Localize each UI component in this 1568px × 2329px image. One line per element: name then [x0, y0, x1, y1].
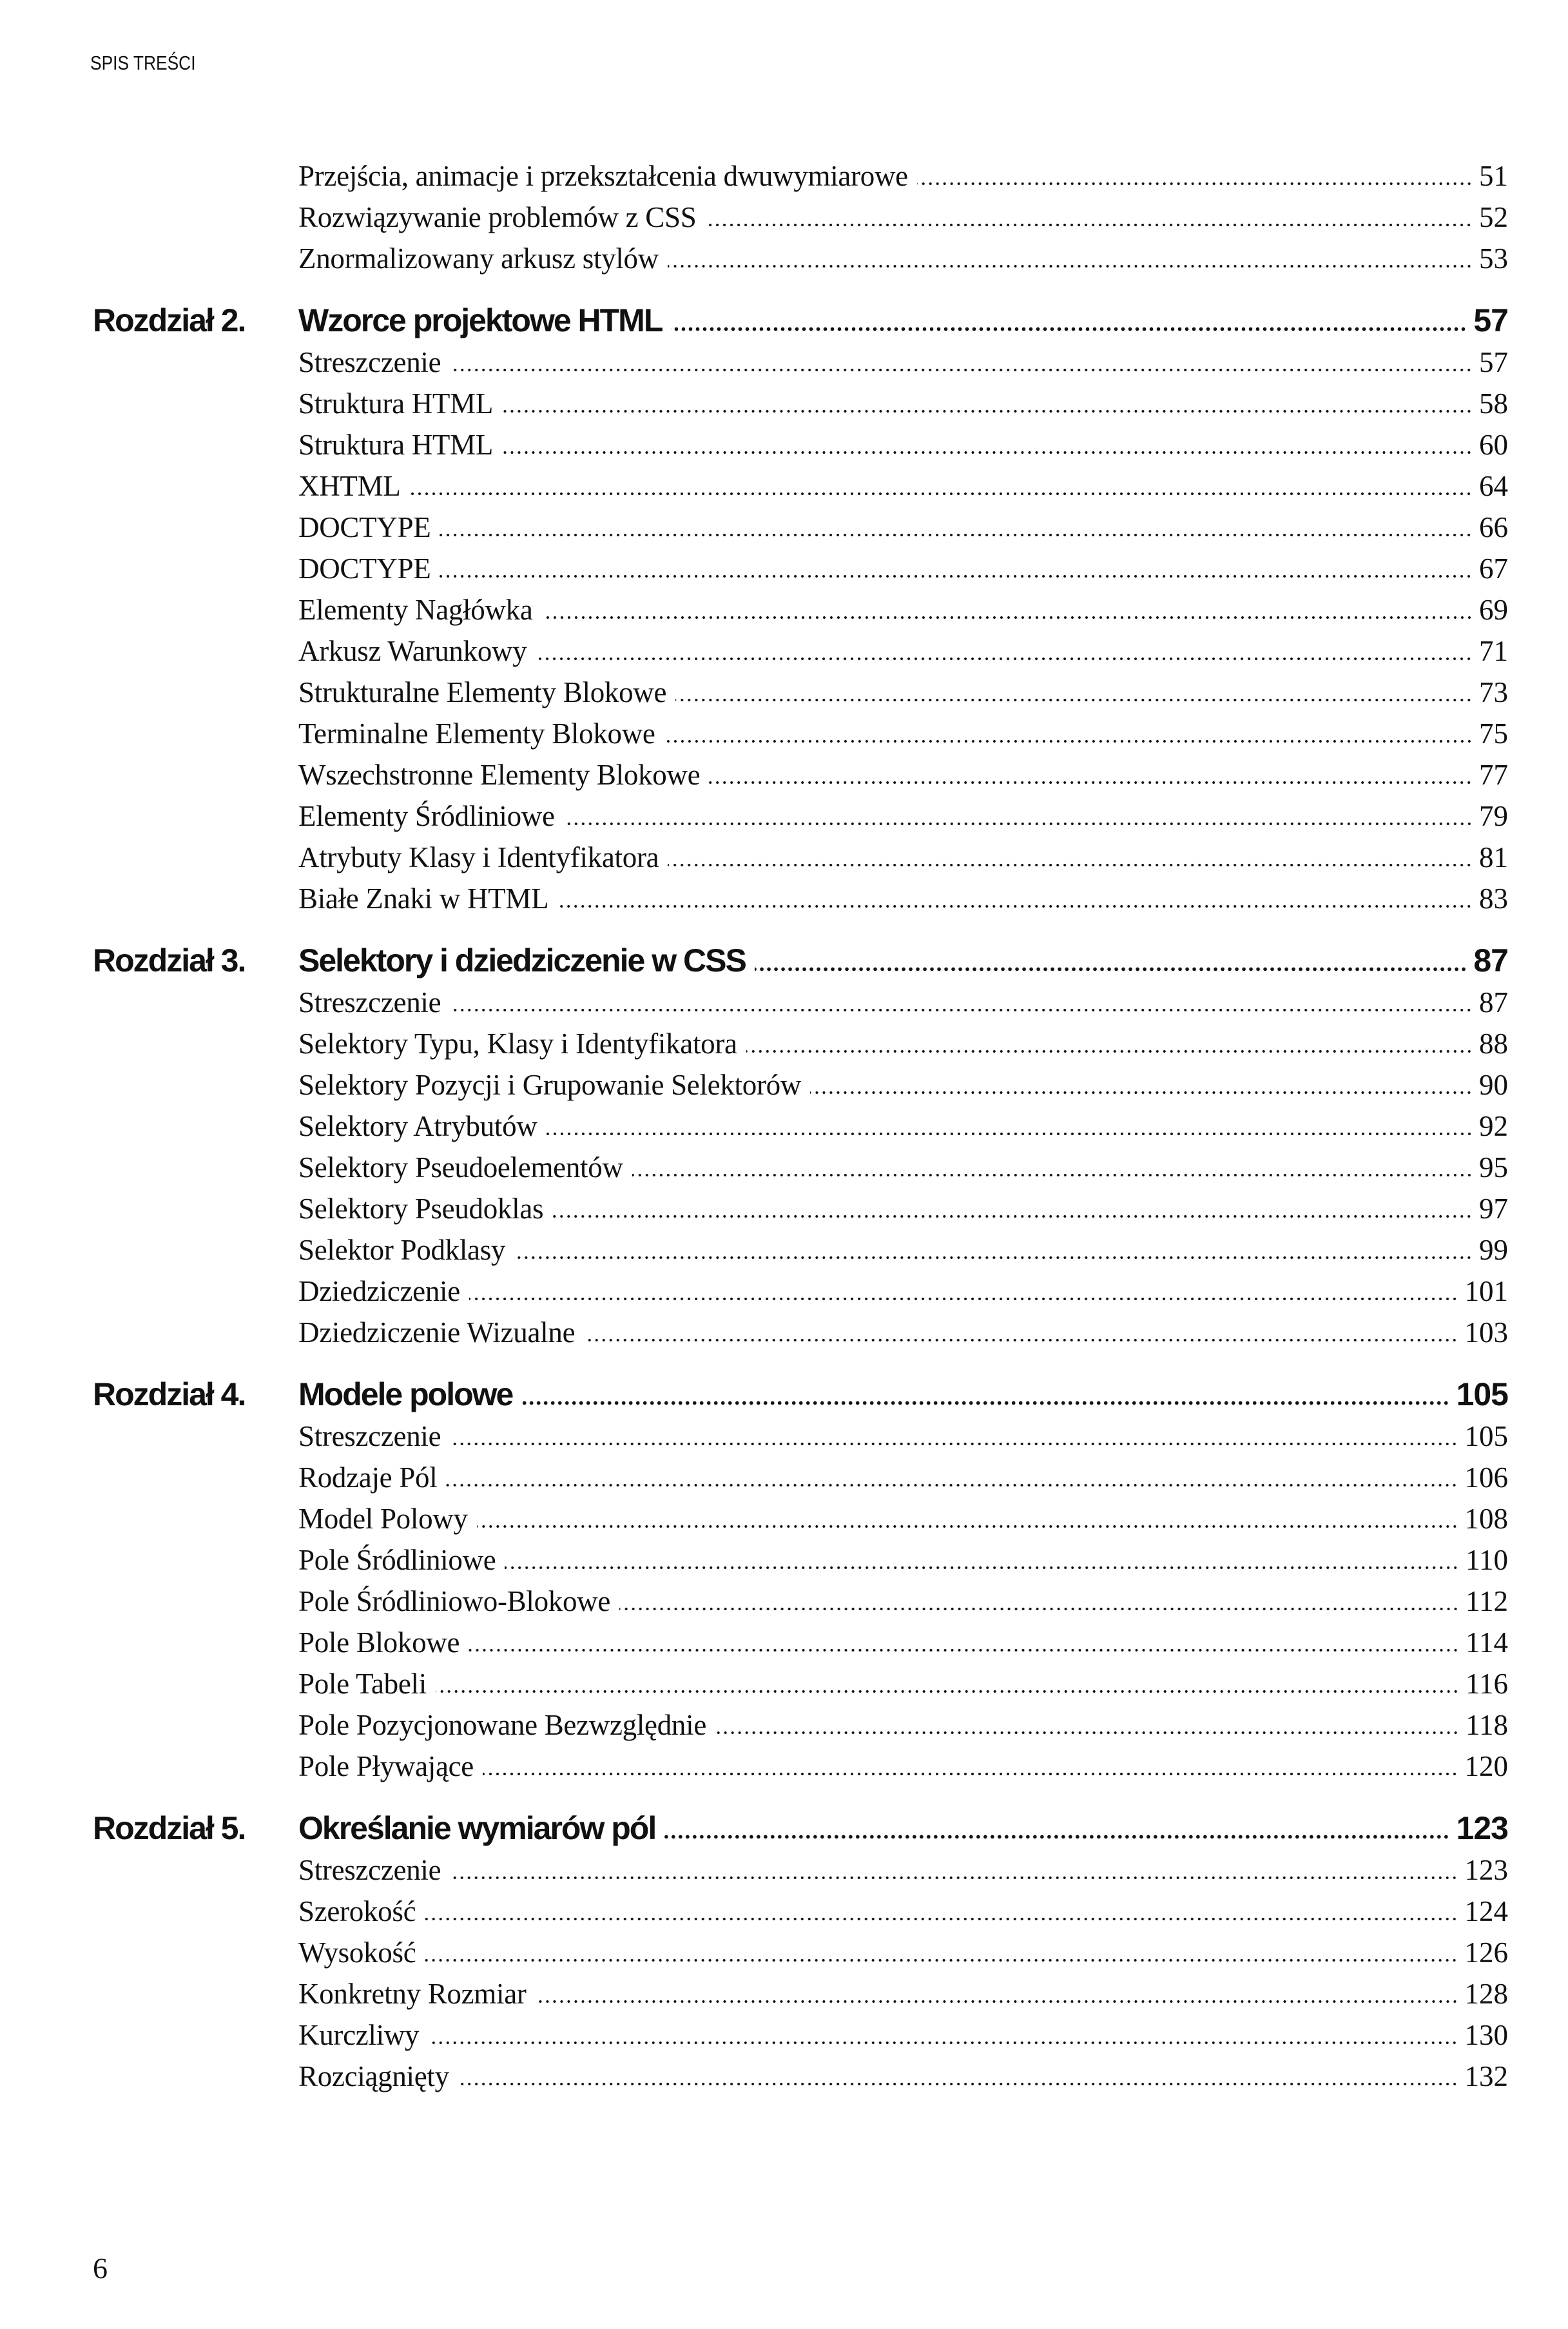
entry-title: Streszczenie	[298, 1854, 441, 1886]
toc-entry[interactable]	[0, 1973, 1568, 2014]
page-ref: 103	[1464, 1316, 1508, 1349]
page-ref: 126	[1464, 1936, 1508, 1969]
toc-entry[interactable]	[0, 342, 1568, 383]
toc-entry-line	[298, 1895, 1508, 1928]
toc-entry[interactable]	[0, 548, 1568, 589]
entry-title: Terminalne Elementy Blokowe	[298, 717, 655, 750]
toc-entry-line	[298, 1708, 1508, 1742]
entry-title: Konkretny Rozmiar	[298, 1978, 527, 2010]
toc-entry[interactable]	[0, 1147, 1568, 1188]
page-ref: 75	[1479, 717, 1508, 750]
page-ref: 130	[1464, 2019, 1508, 2051]
toc-entry-line	[298, 1068, 1508, 1102]
page-ref: 97	[1479, 1193, 1508, 1225]
chapter-label: Rozdział 2.	[93, 302, 246, 338]
entry-title: Dziedziczenie	[298, 1275, 460, 1307]
toc-entry-line	[298, 469, 1508, 503]
toc-entry-line	[298, 1316, 1508, 1349]
page-ref: 105	[1456, 1376, 1508, 1412]
toc-entry-line	[298, 1809, 1508, 1847]
toc-entry[interactable]	[0, 1622, 1568, 1663]
page-ref: 71	[1479, 635, 1508, 667]
toc-entry[interactable]	[0, 837, 1568, 878]
toc-entry-line	[298, 1977, 1508, 2011]
page-ref: 88	[1479, 1028, 1508, 1060]
entry-title: Arkusz Warunkowy	[298, 635, 527, 667]
dot-leader	[705, 223, 1473, 227]
entry-title: Strukturalne Elementy Blokowe	[298, 676, 667, 708]
toc-entry-line	[298, 841, 1508, 874]
toc-entry[interactable]	[0, 2014, 1568, 2056]
toc-entry-line	[298, 346, 1508, 379]
dot-leader	[446, 1483, 1458, 1487]
entry-title: DOCTYPE	[298, 511, 431, 543]
entry-title: XHTML	[298, 470, 401, 502]
toc-entry-line	[298, 1749, 1508, 1783]
toc-entry-line	[298, 1502, 1508, 1535]
entry-title: Elementy Nagłówka	[298, 594, 533, 626]
toc-entry-line	[298, 200, 1508, 234]
toc-entry-line	[298, 302, 1508, 339]
dot-leader	[440, 533, 1473, 537]
dot-leader	[675, 698, 1473, 702]
toc-entry[interactable]	[0, 1457, 1568, 1498]
entry-title: Selektory Pseudoelementów	[298, 1151, 623, 1184]
toc-entry[interactable]	[0, 1891, 1568, 1932]
chapter-title: Selektory i dziedziczenie w CSS	[298, 942, 746, 979]
dot-leader	[664, 739, 1473, 743]
toc-entry-line	[298, 942, 1508, 979]
page-ref: 112	[1466, 1585, 1508, 1617]
entry-title: Pole Blokowe	[298, 1626, 460, 1659]
toc-entry-line	[298, 428, 1508, 462]
toc-chapter-row[interactable]	[0, 1373, 1568, 1416]
page-ref: 69	[1479, 594, 1508, 626]
toc-entry[interactable]	[0, 1746, 1568, 1787]
toc-entry-line	[298, 799, 1508, 833]
toc-entry[interactable]	[0, 713, 1568, 754]
toc-entry-line	[298, 2060, 1508, 2093]
entry-title: Dziedziczenie Wizualne	[298, 1316, 576, 1349]
chapter-title: Wzorce projektowe HTML	[298, 302, 663, 338]
entry-title: Wysokość	[298, 1936, 416, 1969]
toc-entry-line	[298, 1461, 1508, 1494]
toc-entry-line	[298, 159, 1508, 193]
entry-title: Model Polowy	[298, 1503, 468, 1535]
toc-entry[interactable]	[0, 1932, 1568, 1973]
dot-leader	[502, 409, 1473, 413]
toc-entry[interactable]	[0, 197, 1568, 238]
toc-entry[interactable]	[0, 1704, 1568, 1746]
page-ref: 83	[1479, 882, 1508, 915]
dot-leader	[521, 1401, 1449, 1405]
toc-entry-line	[298, 1274, 1508, 1308]
toc-entry[interactable]	[0, 1023, 1568, 1064]
page-ref: 92	[1479, 1110, 1508, 1142]
toc-entry-line	[298, 634, 1508, 668]
entry-title: Streszczenie	[298, 346, 441, 378]
dot-leader	[536, 2000, 1458, 2003]
toc-entry-line	[298, 552, 1508, 585]
page-ref: 53	[1479, 242, 1508, 275]
toc-entry-line	[298, 593, 1508, 627]
dot-leader	[564, 822, 1473, 826]
toc-entry-line	[298, 1626, 1508, 1659]
toc-entry[interactable]	[0, 1539, 1568, 1581]
toc-entry[interactable]	[0, 383, 1568, 424]
dot-leader	[557, 904, 1473, 908]
toc-entry-line	[298, 986, 1508, 1019]
toc-entry-line	[298, 882, 1508, 915]
page-ref: 101	[1464, 1275, 1508, 1307]
page-ref: 108	[1464, 1503, 1508, 1535]
chapter-label: Rozdział 4.	[93, 1376, 246, 1412]
toc-entry[interactable]	[0, 754, 1568, 795]
toc-entry-line	[298, 1233, 1508, 1267]
dot-leader	[552, 1214, 1473, 1218]
toc-entry[interactable]	[0, 465, 1568, 507]
page-ref: 66	[1479, 511, 1508, 543]
entry-title: Selektor Podklasy	[298, 1234, 506, 1266]
dot-leader	[477, 1525, 1458, 1528]
page-ref: 57	[1473, 302, 1508, 338]
dot-leader	[409, 492, 1473, 496]
entry-title: Streszczenie	[298, 1420, 441, 1452]
toc-entry-line	[298, 758, 1508, 792]
entry-title: Rodzaje Pól	[298, 1461, 438, 1494]
toc-entry-line	[298, 1584, 1508, 1618]
entry-title: Selektory Typu, Klasy i Identyfikatora	[298, 1028, 737, 1060]
toc-entry[interactable]	[0, 507, 1568, 548]
page-ref: 123	[1464, 1854, 1508, 1886]
entry-title: Przejścia, animacje i przekształcenia dwuwymiarowe	[298, 160, 908, 192]
page-ref: 57	[1479, 346, 1508, 378]
toc-entry[interactable]	[0, 982, 1568, 1023]
entry-title: Pole Śródliniowe	[298, 1544, 496, 1576]
dot-leader	[450, 1876, 1458, 1880]
toc-entry[interactable]	[0, 630, 1568, 672]
toc-entry[interactable]	[0, 1229, 1568, 1271]
toc-entry[interactable]	[0, 1416, 1568, 1457]
dot-leader	[450, 1442, 1458, 1446]
entry-title: Pole Tabeli	[298, 1668, 427, 1700]
entry-title: Struktura HTML	[298, 429, 494, 461]
entry-title: Pole Pływające	[298, 1750, 474, 1782]
page-ref: 106	[1464, 1461, 1508, 1494]
table-of-contents	[0, 155, 1568, 2097]
entry-title: Atrybuty Klasy i Identyfikatora	[298, 841, 659, 873]
toc-entry[interactable]	[0, 672, 1568, 713]
toc-entry[interactable]	[0, 878, 1568, 919]
dot-leader	[469, 1648, 1459, 1652]
toc-entry[interactable]	[0, 1498, 1568, 1539]
dot-leader	[536, 657, 1473, 661]
dot-leader	[547, 1132, 1473, 1136]
dot-leader	[514, 1256, 1473, 1260]
toc-entry-line	[298, 1543, 1508, 1577]
entry-title: Struktura HTML	[298, 387, 494, 420]
toc-entry-line	[298, 242, 1508, 275]
dot-leader	[469, 1297, 1458, 1301]
chapter-label: Rozdział 3.	[93, 942, 246, 979]
toc-entry-line	[298, 2018, 1508, 2052]
entry-title: Selektory Atrybutów	[298, 1110, 537, 1142]
toc-entry[interactable]	[0, 1271, 1568, 1312]
page-ref: 87	[1473, 942, 1508, 979]
page-ref: 116	[1466, 1668, 1508, 1700]
toc-entry[interactable]	[0, 1849, 1568, 1891]
dot-leader	[440, 574, 1473, 578]
entry-title: Wszechstronne Elementy Blokowe	[298, 759, 701, 791]
entry-title: Szerokość	[298, 1895, 416, 1927]
dot-leader	[542, 616, 1473, 619]
entry-title: Rozciągnięty	[298, 2060, 449, 2092]
page-ref: 90	[1479, 1069, 1508, 1101]
running-head: SPIS TREŚCI	[90, 52, 196, 74]
toc-entry[interactable]	[0, 795, 1568, 837]
dot-leader	[668, 863, 1473, 867]
page-ref: 73	[1479, 676, 1508, 708]
entry-title: Elementy Śródliniowe	[298, 800, 555, 832]
page-ref: 95	[1479, 1151, 1508, 1184]
dot-leader	[450, 1008, 1473, 1012]
page-ref: 110	[1466, 1544, 1508, 1576]
page-ref: 118	[1466, 1709, 1508, 1741]
dot-leader	[917, 182, 1473, 186]
toc-entry-line	[298, 1376, 1508, 1413]
entry-title: Rozwiązywanie problemów z CSS	[298, 201, 697, 233]
page-ref: 124	[1464, 1895, 1508, 1927]
toc-entry-line	[298, 1192, 1508, 1225]
toc-entry-line	[298, 1109, 1508, 1143]
dot-leader	[505, 1566, 1459, 1570]
page-number: 6	[93, 2252, 108, 2285]
page-ref: 120	[1464, 1750, 1508, 1782]
toc-entry-line	[298, 676, 1508, 709]
toc-entry-line	[298, 1667, 1508, 1700]
dot-leader	[746, 1049, 1473, 1053]
toc-entry-line	[298, 1853, 1508, 1887]
dot-leader	[810, 1091, 1473, 1095]
toc-entry[interactable]	[0, 2056, 1568, 2097]
toc-entry[interactable]	[0, 238, 1568, 279]
entry-title: Pole Pozycjonowane Bezwzględnie	[298, 1709, 707, 1741]
toc-entry-line	[298, 387, 1508, 420]
page-ref: 128	[1464, 1978, 1508, 2010]
entry-title: Białe Znaki w HTML	[298, 882, 549, 915]
toc-entry-line	[298, 1027, 1508, 1060]
dot-leader	[425, 1917, 1458, 1921]
dot-leader	[436, 1690, 1459, 1693]
toc-entry[interactable]	[0, 155, 1568, 197]
page-ref: 132	[1464, 2060, 1508, 2092]
entry-title: Znormalizowany arkusz stylów	[298, 242, 659, 275]
entry-title: DOCTYPE	[298, 552, 431, 585]
dot-leader	[502, 451, 1473, 454]
toc-entry[interactable]	[0, 424, 1568, 465]
toc-entry[interactable]	[0, 1663, 1568, 1704]
page-ref: 79	[1479, 800, 1508, 832]
dot-leader	[458, 2082, 1458, 2086]
toc-entry-line	[298, 717, 1508, 750]
toc-entry-line	[298, 1936, 1508, 1969]
page-ref: 105	[1464, 1420, 1508, 1452]
page-ref: 99	[1479, 1234, 1508, 1266]
toc-chapter-row[interactable]	[0, 939, 1568, 982]
toc-entry[interactable]	[0, 1188, 1568, 1229]
page-ref: 87	[1479, 986, 1508, 1018]
dot-leader	[709, 781, 1473, 784]
dot-leader	[671, 327, 1467, 331]
toc-entry-line	[298, 1151, 1508, 1184]
dot-leader	[450, 368, 1473, 372]
toc-entry[interactable]	[0, 589, 1568, 630]
dot-leader	[483, 1772, 1458, 1776]
entry-title: Streszczenie	[298, 986, 441, 1018]
dot-leader	[632, 1173, 1473, 1177]
page-ref: 64	[1479, 470, 1508, 502]
toc-entry-line	[298, 511, 1508, 544]
dot-leader	[668, 264, 1473, 268]
toc-chapter-row[interactable]	[0, 1807, 1568, 1849]
chapter-title: Określanie wymiarów pól	[298, 1810, 656, 1846]
entry-title: Selektory Pozycji i Grupowanie Selektorów	[298, 1069, 802, 1101]
chapter-label: Rozdział 5.	[93, 1810, 246, 1846]
page-ref: 52	[1479, 201, 1508, 233]
page-ref: 123	[1456, 1810, 1508, 1846]
page-ref: 60	[1479, 429, 1508, 461]
page-ref: 67	[1479, 552, 1508, 585]
toc-entry-line	[298, 1419, 1508, 1453]
dot-leader	[664, 1835, 1449, 1839]
dot-leader	[584, 1338, 1458, 1342]
dot-leader	[428, 2041, 1458, 2045]
page-ref: 58	[1479, 387, 1508, 420]
dot-leader	[619, 1607, 1459, 1611]
page-ref: 77	[1479, 759, 1508, 791]
chapter-title: Modele polowe	[298, 1376, 513, 1412]
dot-leader	[715, 1731, 1459, 1735]
toc-entry[interactable]	[0, 1581, 1568, 1622]
page-ref: 81	[1479, 841, 1508, 873]
entry-title: Selektory Pseudoklas	[298, 1193, 544, 1225]
toc-entry[interactable]	[0, 1106, 1568, 1147]
page-ref: 114	[1466, 1626, 1508, 1659]
page-ref: 51	[1479, 160, 1508, 192]
toc-entry[interactable]	[0, 1312, 1568, 1353]
toc-entry[interactable]	[0, 1064, 1568, 1106]
dot-leader	[425, 1958, 1458, 1962]
entry-title: Kurczliwy	[298, 2019, 420, 2051]
entry-title: Pole Śródliniowo-Blokowe	[298, 1585, 611, 1617]
dot-leader	[755, 967, 1467, 971]
toc-chapter-row[interactable]	[0, 299, 1568, 342]
